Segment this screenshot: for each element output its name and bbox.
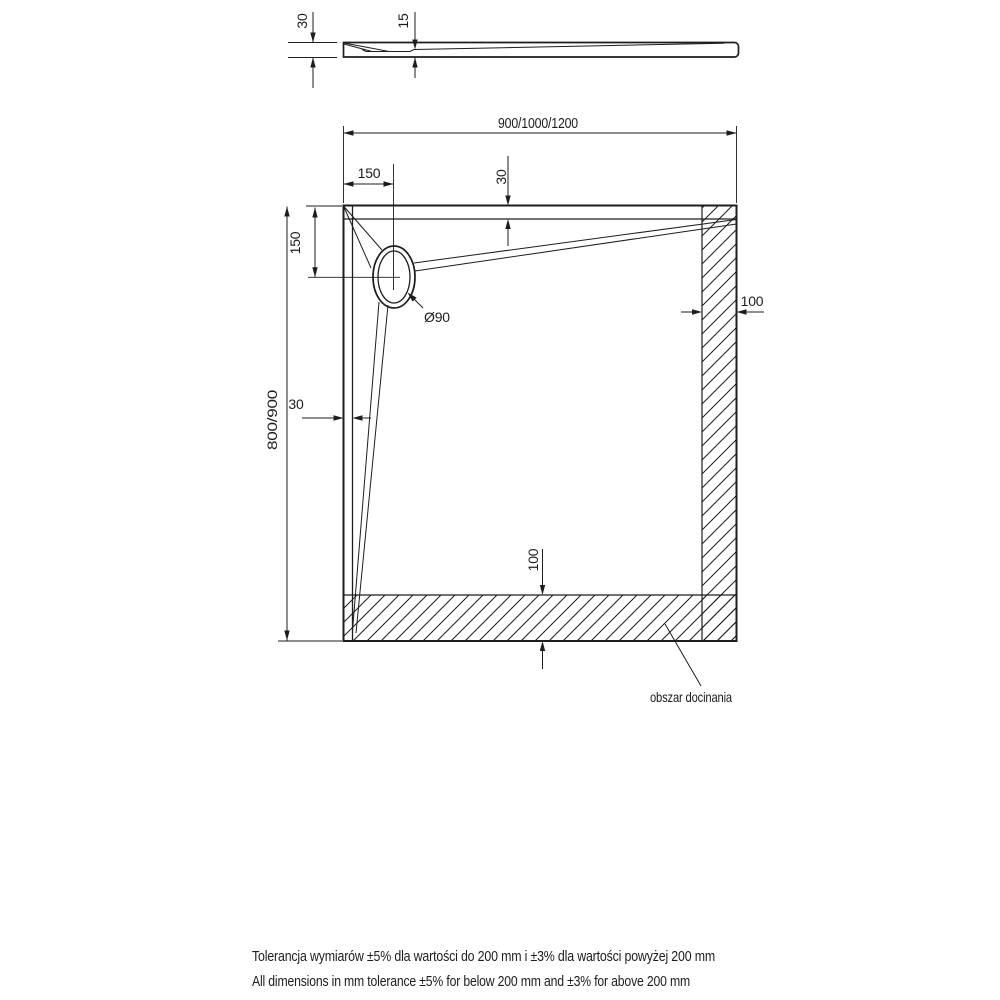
drain-x-dim-label: 150 [357, 165, 381, 181]
length-dimension [264, 207, 342, 642]
drain-y-dim-label: 150 [286, 231, 303, 255]
trim-area-bottom [344, 595, 737, 641]
length-dim-label: 800/900 [263, 400, 280, 450]
side-drain-depth-dimension [395, 12, 418, 78]
tray-profile-inner-lines [344, 43, 724, 52]
drain-diameter-callout [408, 293, 451, 326]
top-view [264, 116, 764, 705]
drain-depth-dim-label: 15 [394, 13, 411, 29]
trim-area-label: obszar docinania [650, 689, 733, 705]
side-view [288, 12, 739, 88]
drain [308, 164, 415, 308]
side-height-dimension [288, 12, 337, 88]
tray-profile-outline [344, 43, 739, 58]
width-dimension [344, 116, 737, 203]
top-rim-dim-label: 30 [492, 169, 509, 185]
drain-offset-vertical-dimension [287, 206, 342, 277]
trim-area-right [702, 206, 737, 642]
width-dim-label: 900/1000/1200 [498, 116, 579, 132]
bottom-trim-dim-label: 100 [524, 548, 541, 572]
tolerance-note-pl: Tolerancja wymiarów ±5% dla wartości do 200 mm i ±3% dla wartości powyżej 200 mm [252, 949, 716, 965]
left-rim-dim-label: 30 [288, 396, 304, 412]
drain-offset-horizontal-dimension [344, 165, 394, 187]
side-height-dim-label: 30 [293, 13, 310, 29]
tolerance-note-en: All dimensions in mm tolerance ±5% for below 200 mm and ±3% for above 200 mm [252, 974, 691, 990]
rim-left-dimension [288, 396, 371, 421]
rim-top-dimension [493, 156, 511, 246]
tolerance-notes [252, 949, 715, 990]
tray-outer-edge [344, 206, 737, 642]
trim-area-hatching [344, 206, 737, 642]
drain-diameter-label: Ø90 [424, 309, 450, 325]
right-trim-dim-label: 100 [740, 293, 764, 309]
